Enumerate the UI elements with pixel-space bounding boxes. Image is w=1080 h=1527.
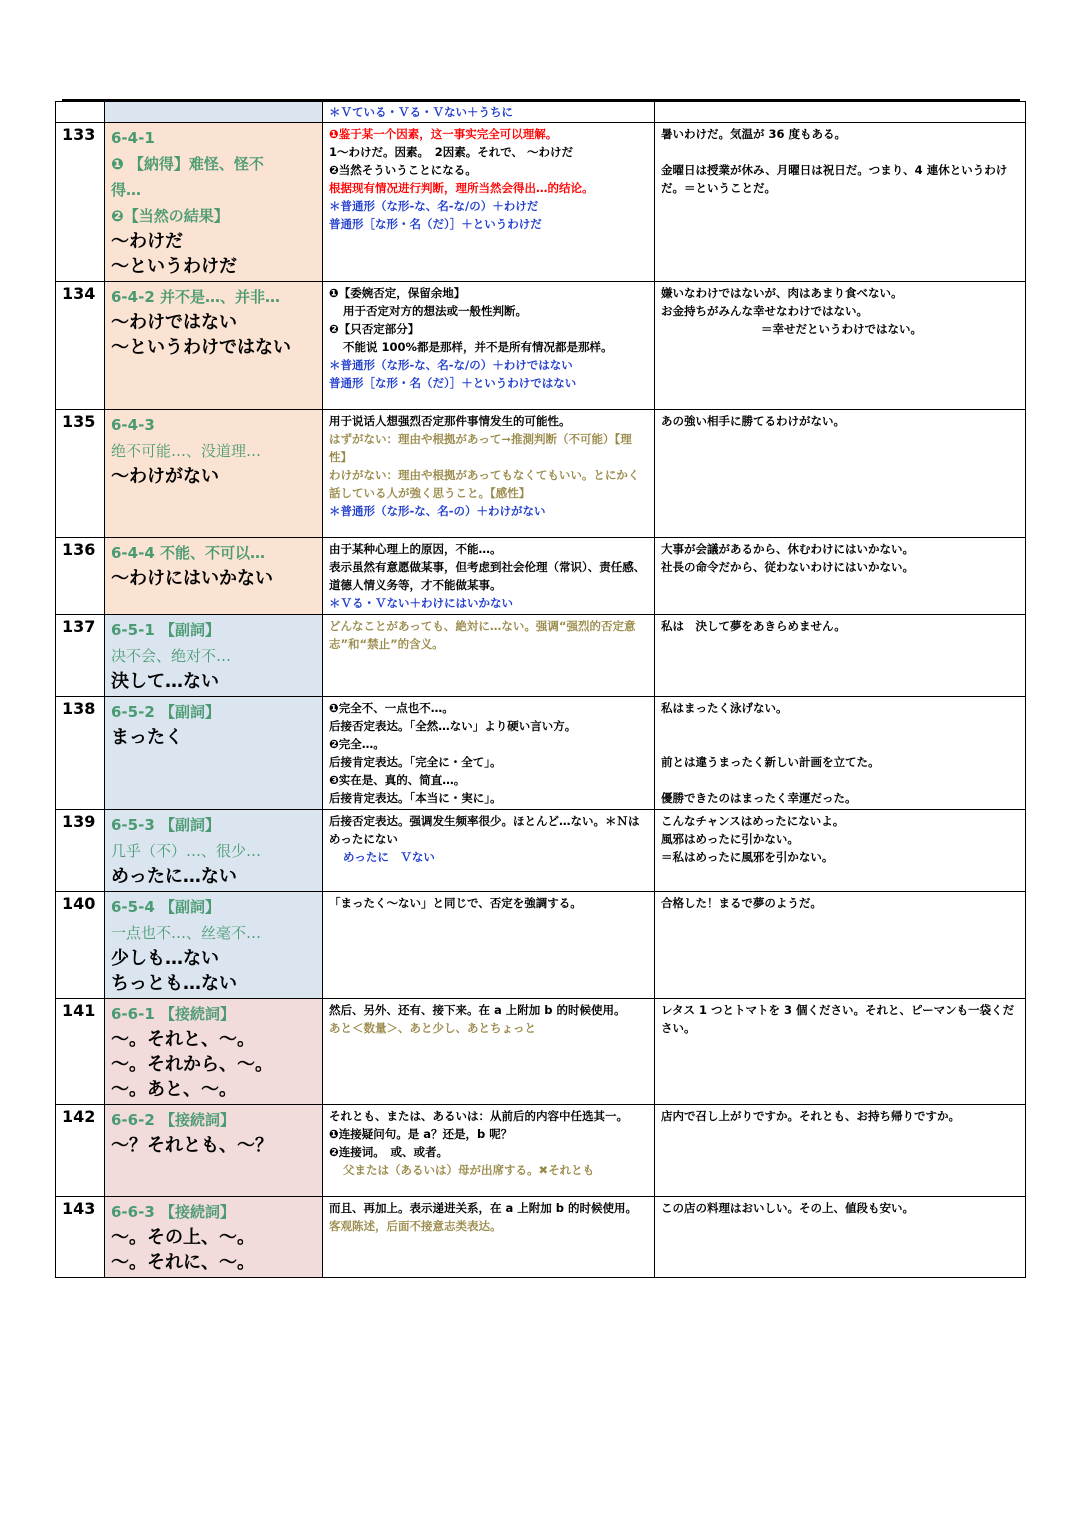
grammar-tag: ❶ 【納得】难怪、怪不 [111, 155, 264, 173]
grammar-cell [105, 697, 323, 810]
grammar-pattern: ～。あと、～。 [111, 1079, 237, 1100]
example-cell: レタス 1 つとトマトを 3 個ください。それと、ピーマンも一袋ください。 [655, 999, 1026, 1105]
table-row [56, 810, 1026, 892]
table-row [56, 697, 1026, 810]
grammar-code: 6-5-1 【副詞】 [111, 621, 220, 639]
grammar-pattern: ちっとも…ない [111, 973, 237, 994]
explanation-cell: それとも、または、あるいは：从前后的内容中任选其一。 ❶连接疑问句。是 a？还是，b 呢？ ❷连接词。 或、或者。 父または（あるいは）母が出席する。✖それとも [323, 1105, 655, 1197]
grammar-cell [105, 282, 323, 410]
explanation-cell: ＊Ｖている・Ｖる・Ｖない＋うちに [323, 102, 655, 123]
explanation-cell: ❶鉴于某一个因素，这一事实完全可以理解。 1～わけだ。因素。 2因素。それで、 ～わけだ ❷当然そういうことになる。 根据现有情况进行判断，理所当然会得出…的结论。 ＊普通形（な形-な、名-な/の）＋わけだ 普通形［な形・名（だ）］＋というわけだ [323, 123, 655, 282]
row-number: 136 [56, 538, 105, 615]
table-row [56, 410, 1026, 538]
example-cell: 私はまったく泳げない。 前とは違うまったく新しい計画を立てた。 優勝できたのはまったく幸運だった。 [655, 697, 1026, 810]
row-number: 140 [56, 892, 105, 999]
grammar-meaning: 一点也不…、丝毫不… [111, 924, 262, 942]
grammar-pattern: ～わけにはいかない [111, 568, 273, 589]
grammar-cell [105, 1105, 323, 1197]
table-row [56, 538, 1026, 615]
example-cell: 合格した！まるで夢のようだ。 [655, 892, 1026, 999]
grammar-cell [105, 102, 323, 123]
row-number: 142 [56, 1105, 105, 1197]
explanation-cell: 然后、另外、还有、接下来。在 a 上附加 b 的时候使用。 あと＜数量＞、あと少し、あとちょっと [323, 999, 655, 1105]
grammar-cell [105, 123, 323, 282]
example-cell: この店の料理はおいしい。その上、値段も安い。 [655, 1197, 1026, 1278]
grammar-code: 6-5-3 【副詞】 [111, 816, 220, 834]
grammar-cell [105, 538, 323, 615]
grammar-pattern: ～というわけだ [111, 256, 237, 277]
row-number [56, 102, 105, 123]
explanation-cell: どんなことがあっても、絶対に…ない。强调“强烈的否定意志”和“禁止”的含义。 [323, 615, 655, 697]
grammar-pattern: ～。それに、～。 [111, 1252, 255, 1273]
grammar-meaning: 几乎（不）…、很少… [111, 842, 262, 860]
grammar-cell [105, 810, 323, 892]
grammar-pattern: ～わけがない [111, 466, 219, 487]
grammar-code: 6-6-2 【接続詞】 [111, 1111, 235, 1129]
grammar-pattern: 決して…ない [111, 671, 219, 692]
example-cell: 大事が会議があるから、休むわけにはいかない。 社長の命令だから、従わないわけにはいかない。 [655, 538, 1026, 615]
grammar-pattern: 少しも…ない [111, 948, 219, 969]
explanation-cell: 用于说话人想强烈否定那件事情发生的可能性。 はずがない：理由や根拠があって➞推測判断（不可能）【理性】 わけがない：理由や根拠があってもなくてもいい。とにかく話している人が強く思うこと。【感性】 ＊普通形（な形-な、名-の）＋わけがない [323, 410, 655, 538]
explanation-cell: 后接否定表达。强调发生频率很少。ほとんど…ない。＊Ｎはめったにない めったに Ｖない [323, 810, 655, 892]
grammar-cell [105, 410, 323, 538]
row-number: 134 [56, 282, 105, 410]
example-cell: 店内で召し上がりですか。それとも、お持ち帰りですか。 [655, 1105, 1026, 1197]
table-row [56, 1105, 1026, 1197]
row-number: 138 [56, 697, 105, 810]
grammar-pattern: ～。その上、～。 [111, 1227, 255, 1248]
row-number: 143 [56, 1197, 105, 1278]
table-row [56, 1197, 1026, 1278]
grammar-pattern: ～わけだ [111, 231, 183, 252]
row-number: 137 [56, 615, 105, 697]
grammar-table [55, 101, 1026, 1278]
example-cell [655, 102, 1026, 123]
grammar-pattern: めったに…ない [111, 866, 237, 887]
example-cell: こんなチャンスはめったにないよ。 風邪はめったに引かない。 ＝私はめったに風邪を引かない。 [655, 810, 1026, 892]
grammar-code: 6-6-1 【接続詞】 [111, 1005, 235, 1023]
grammar-tag: ❷【当然の結果】 [111, 207, 229, 225]
explanation-cell: ❶【委婉否定，保留余地】 用于否定对方的想法或一般性判断。 ❷【只否定部分】 不能说 100%都是那样，并不是所有情况都是那样。 ＊普通形（な形-な、名-な/の）＋わけではない 普通形［な形・名（だ）］＋というわけではない [323, 282, 655, 410]
grammar-pattern: ～。それから、～。 [111, 1054, 273, 1075]
grammar-pattern: ～。それと、～。 [111, 1029, 255, 1050]
table-row [56, 615, 1026, 697]
grammar-code: 6-6-3 【接続詞】 [111, 1203, 235, 1221]
grammar-cell [105, 1197, 323, 1278]
table-row [56, 999, 1026, 1105]
explanation-cell: ❶完全不、一点也不…。 后接否定表达。「全然…ない」より硬い言い方。 ❷完全…。 后接肯定表达。「完全に・全て」。 ❸实在是、真的、简直…。 后接肯定表达。「本当に・実に」。 [323, 697, 655, 810]
row-number: 135 [56, 410, 105, 538]
table-row [56, 892, 1026, 999]
grammar-cell [105, 999, 323, 1105]
grammar-code: 6-5-4 【副詞】 [111, 898, 220, 916]
grammar-code: 6-4-1 [111, 129, 155, 147]
example-cell: あの強い相手に勝てるわけがない。 [655, 410, 1026, 538]
table-row [56, 123, 1026, 282]
row-number: 133 [56, 123, 105, 282]
explanation-cell: 由于某种心理上的原因，不能…。 表示虽然有意愿做某事，但考虑到社会伦理（常识）、责任感、道德人情义务等，才不能做某事。 ＊Ｖる・Ｖない＋わけにはいかない [323, 538, 655, 615]
grammar-pattern: ～わけではない [111, 312, 237, 333]
grammar-cell [105, 892, 323, 999]
row-number: 139 [56, 810, 105, 892]
table-row [56, 102, 1026, 123]
grammar-pattern: ～？それとも、～？ [111, 1135, 273, 1156]
explanation-cell: 「まったく～ない」と同じで、否定を強調する。 [323, 892, 655, 999]
grammar-tag: 得… [111, 181, 142, 199]
grammar-code: 6-5-2 【副詞】 [111, 703, 220, 721]
grammar-pattern: まったく [111, 727, 183, 748]
grammar-meaning: 决不会、绝对不… [111, 647, 232, 665]
explanation-cell: 而且、再加上。表示递进关系，在 a 上附加 b 的时候使用。 客观陈述，后面不接意志类表达。 [323, 1197, 655, 1278]
grammar-code: 6-4-2 并不是…、并非… [111, 288, 280, 306]
grammar-code: 6-4-3 [111, 416, 155, 434]
example-cell: 私は 決して夢をあきらめません。 [655, 615, 1026, 697]
example-cell: 暑いわけだ。気温が 36 度もある。 金曜日は授業が休み、月曜日は祝日だ。つまり、4 連休というわけだ。＝ということだ。 [655, 123, 1026, 282]
grammar-code: 6-4-4 不能、不可以… [111, 544, 265, 562]
grammar-meaning: 绝不可能…、没道理… [111, 442, 262, 460]
grammar-cell [105, 615, 323, 697]
example-cell: 嫌いなわけではないが、肉はあまり食べない。 お金持ちがみんな幸せなわけではない。 ＝幸せだというわけではない。 [655, 282, 1026, 410]
row-number: 141 [56, 999, 105, 1105]
grammar-pattern: ～というわけではない [111, 337, 291, 358]
table-row [56, 282, 1026, 410]
